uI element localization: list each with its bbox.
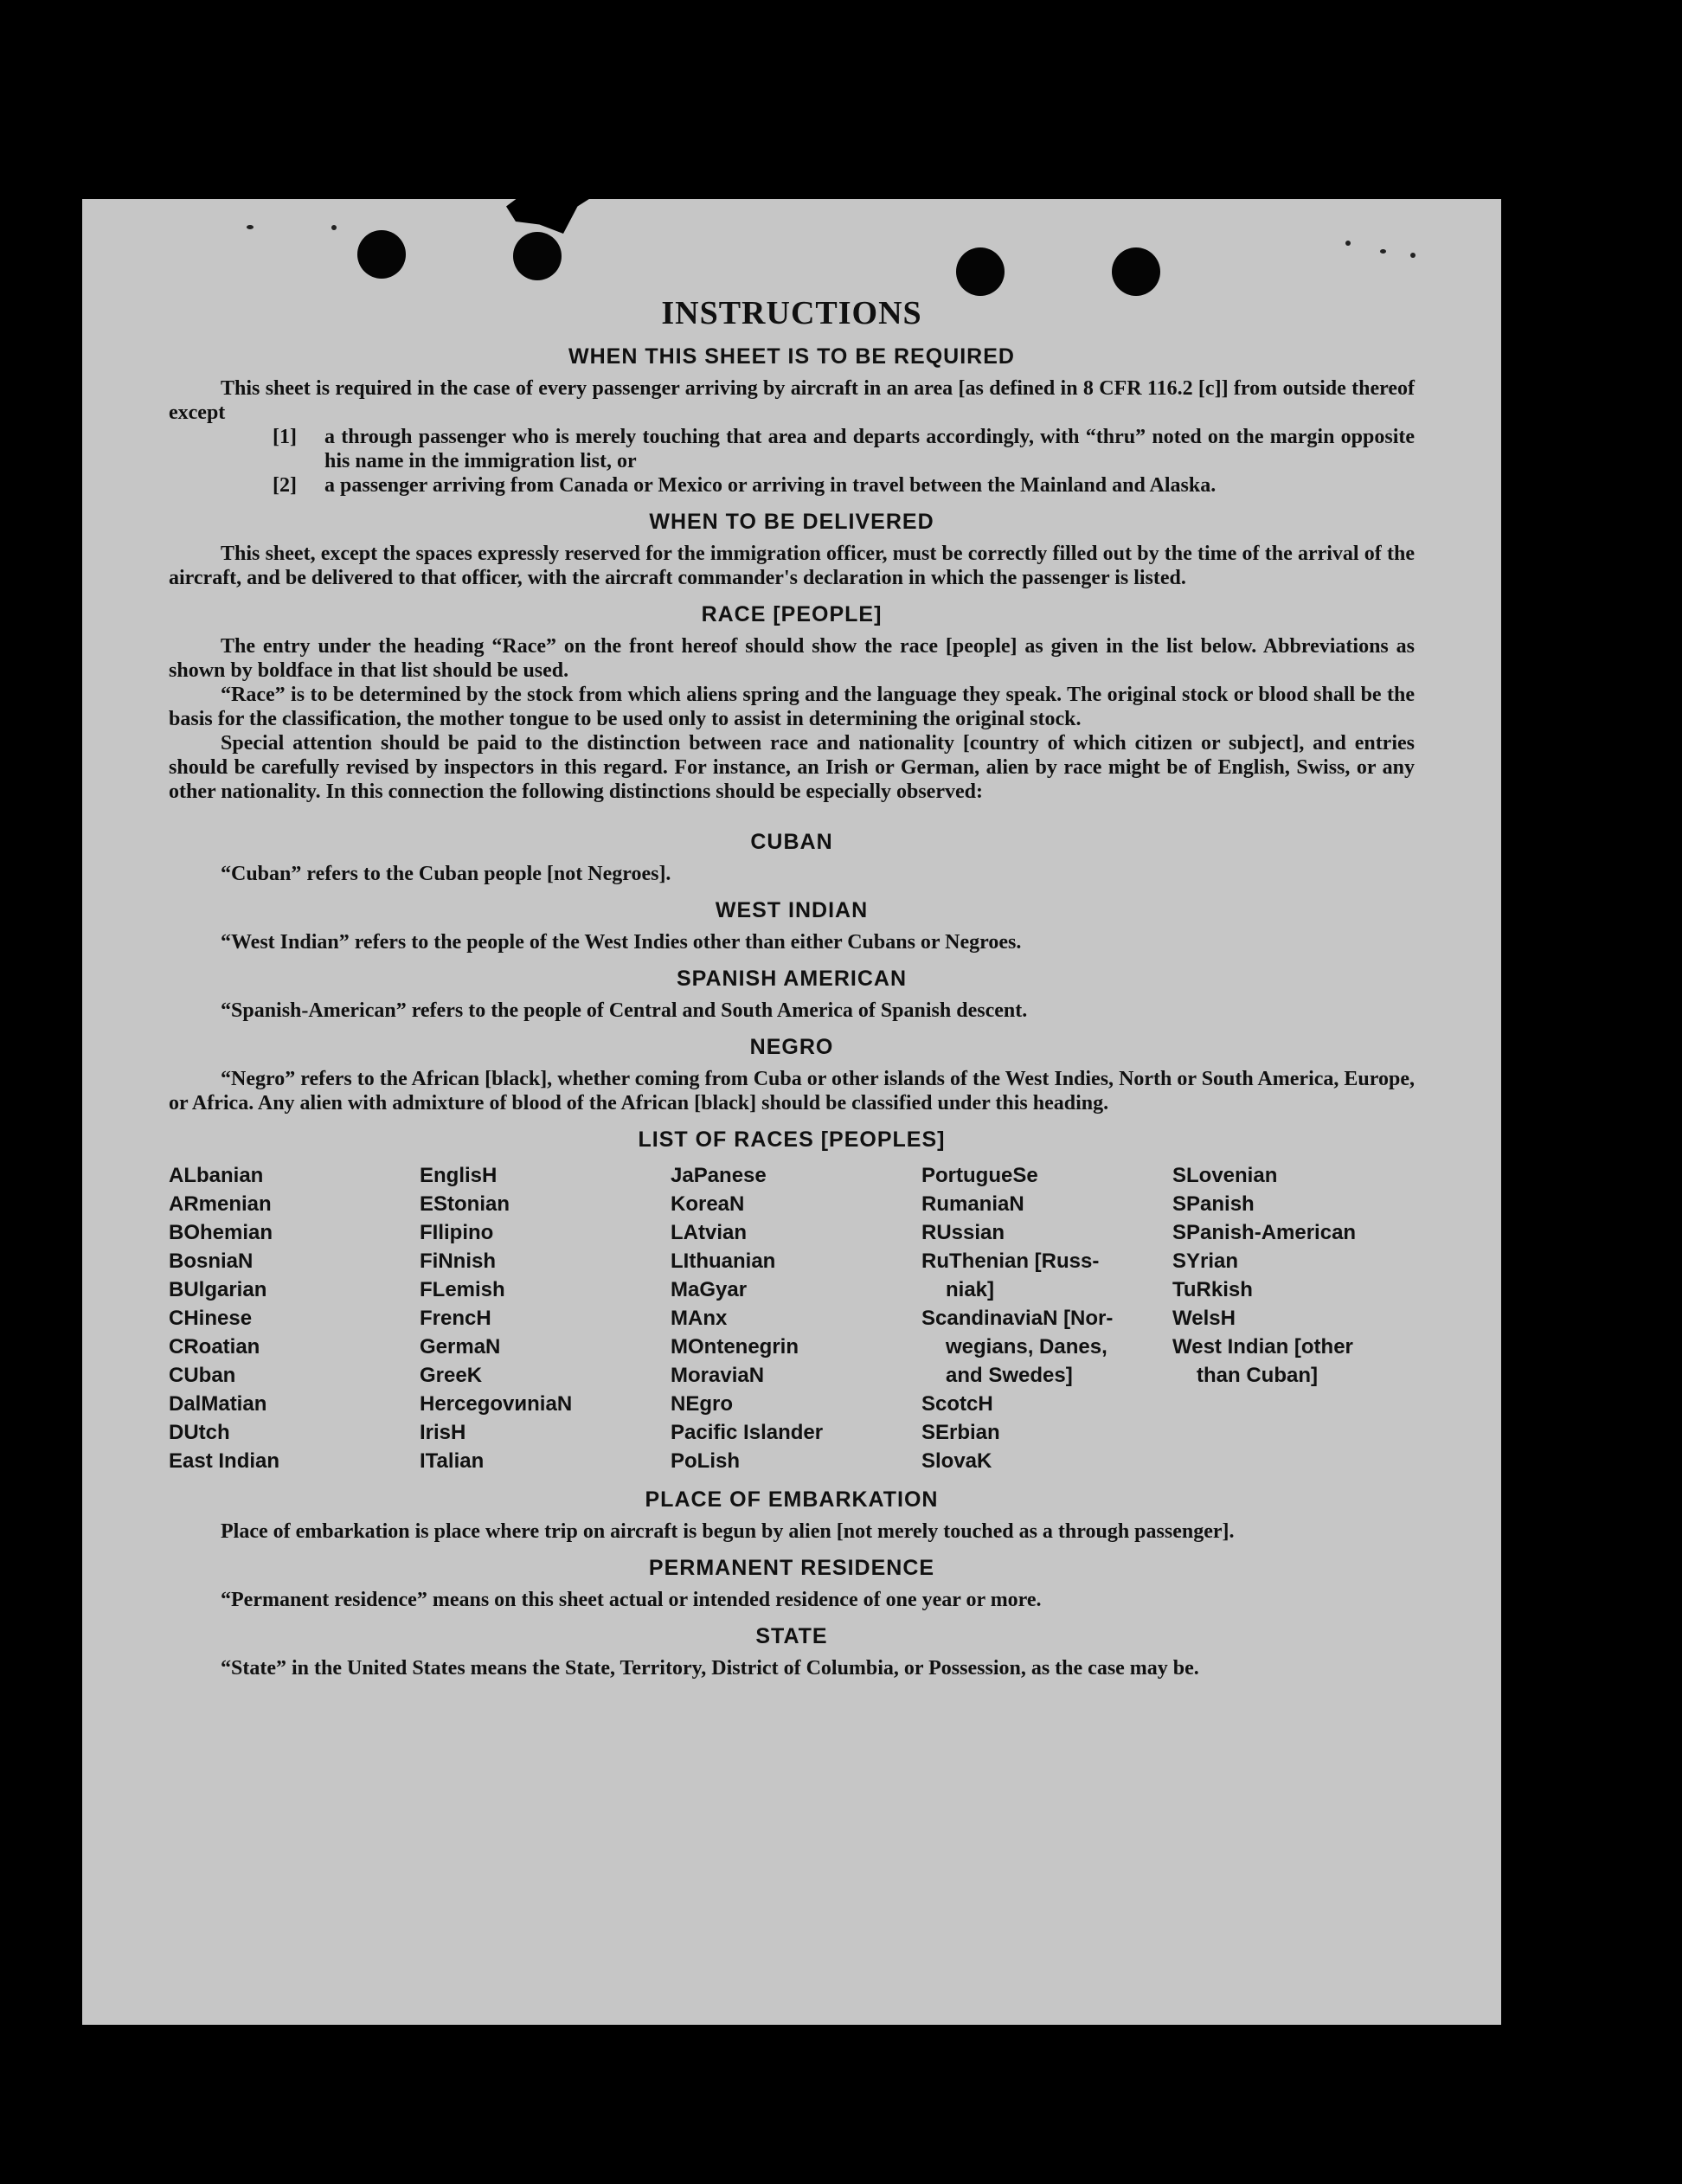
race-item: SPanish [1172, 1192, 1255, 1216]
race-item: PortugueSe [921, 1164, 1038, 1187]
race-item: SLovenian [1172, 1164, 1278, 1187]
race-item: LIthuanian [671, 1249, 776, 1273]
race-item-continued: wegians, Danes, [946, 1335, 1107, 1359]
race-item: RuThenian [Russ- [921, 1249, 1100, 1273]
race-item: KoreaN [671, 1192, 745, 1216]
heading-race: RACE [PEOPLE] [701, 602, 883, 626]
punch-hole [1112, 247, 1160, 296]
race-paragraph: “Race” is to be determined by the stock from which aliens spring and the language they speak. The original stock or blood shall be the basis for the classification, the mother tongue to be used only to assist in determining the original stock. [169, 684, 1415, 730]
race-item: MOntenegrin [671, 1335, 799, 1359]
negro-text: “Negro” refers to the African [black], whether coming from Cuba or other islands of the West Indies, North or South America, Europe, or Africa. Any alien with admixture of blood of the African [black] should be classified under this heading. [169, 1068, 1415, 1114]
race-item-continued: and Swedes] [946, 1364, 1073, 1387]
heading-when-delivered: WHEN TO BE DELIVERED [649, 510, 934, 534]
race-item: MAnx [671, 1307, 728, 1330]
speck [247, 225, 254, 229]
race-item: HercegovиniaN [420, 1392, 573, 1416]
exception-item [273, 425, 1415, 473]
speck [1380, 249, 1386, 254]
heading-permanent-residence: PERMANENT RESIDENCE [648, 1556, 935, 1580]
race-item: EnglisH [420, 1164, 498, 1187]
race-item: MaGyar [671, 1278, 748, 1301]
speck [331, 225, 337, 230]
race-item: East Indian [169, 1449, 280, 1473]
item-text: a passenger arriving from Canada or Mexico or arriving in travel between the Mainland and Alaska. [324, 474, 1217, 497]
residence-text: “Permanent residence” means on this sheet actual or intended residence of one year or more. [221, 1589, 1042, 1611]
race-item: BOhemian [169, 1221, 273, 1244]
state-text: “State” in the United States means the State, Territory, District of Columbia, or Possession, as the case may be. [221, 1657, 1199, 1680]
race-item: CRoatian [169, 1335, 260, 1359]
heading-cuban: CUBAN [750, 830, 833, 854]
race-item: ScotcH [921, 1392, 993, 1416]
item-number: [1] [273, 426, 297, 448]
document-sheet [82, 199, 1501, 2025]
heading-list-of-races: LIST OF RACES [PEOPLES] [638, 1127, 946, 1152]
race-item: NEgro [671, 1392, 733, 1416]
race-item: JaPanese [671, 1164, 767, 1187]
when-required-text: This sheet is required in the case of every passenger arriving by aircraft in an area [as defined in 8 CFR 116.2 [c]] from outside thereof except [169, 377, 1415, 424]
race-item: FiNnish [420, 1249, 496, 1273]
races-column [671, 1161, 921, 1475]
speck [1345, 241, 1351, 246]
races-column [420, 1161, 671, 1475]
race-item: SPanish-American [1172, 1221, 1357, 1244]
race-item: CUban [169, 1364, 236, 1387]
speck [1410, 253, 1416, 258]
punch-hole [513, 232, 562, 280]
race-item: GreeK [420, 1364, 483, 1387]
race-item: LAtvian [671, 1221, 748, 1244]
race-item: WelsH [1172, 1307, 1236, 1330]
cuban-text: “Cuban” refers to the Cuban people [not Negroes]. [221, 863, 671, 885]
race-item: ALbanian [169, 1164, 264, 1187]
race-item: ARmenian [169, 1192, 272, 1216]
race-item: SlovaK [921, 1449, 992, 1473]
races-list [169, 1161, 1415, 1475]
torn-corner [506, 173, 601, 234]
race-item: PoLish [671, 1449, 741, 1473]
race-item: ITalian [420, 1449, 485, 1473]
heading-state: STATE [755, 1624, 828, 1648]
race-item: FrencH [420, 1307, 491, 1330]
race-item: West Indian [other [1172, 1335, 1353, 1359]
race-item: EStonian [420, 1192, 510, 1216]
heading-west-indian: WEST INDIAN [715, 898, 869, 922]
item-text: a through passenger who is merely touching that area and departs accordingly, with “thru” noted on the margin opposite his name in the immigration list, or [324, 426, 1415, 472]
embarkation-text: Place of embarkation is place where trip on aircraft is begun by alien [not merely touched as a through passenger]. [221, 1520, 1235, 1543]
race-item: SErbian [921, 1421, 1000, 1444]
race-item: RUssian [921, 1221, 1005, 1244]
race-item: FLemish [420, 1278, 505, 1301]
race-item: DUtch [169, 1421, 230, 1444]
race-item: Pacific Islander [671, 1421, 824, 1444]
races-column [921, 1161, 1172, 1475]
punch-hole [357, 230, 406, 279]
race-paragraph: Special attention should be paid to the distinction between race and nationality [country of which citizen or subject], and entries should be carefully revised by inspectors in this regard. For instance, an Irish or German, alien by race might be of English, Swiss, or any other nationality. In this connection the following distinctions should be especially observed: [169, 732, 1415, 803]
race-item: BUlgarian [169, 1278, 267, 1301]
race-paragraph: The entry under the heading “Race” on the front hereof should show the race [people] as given in the list below. Abbreviations as shown by boldface in that list should be used. [169, 635, 1415, 682]
races-column [169, 1161, 420, 1475]
race-item: FIlipino [420, 1221, 494, 1244]
race-item-continued: than Cuban] [1197, 1364, 1318, 1387]
heading-embarkation: PLACE OF EMBARKATION [645, 1487, 939, 1512]
exception-item [273, 473, 1415, 498]
spanish-american-text: “Spanish-American” refers to the people of Central and South America of Spanish descent. [221, 999, 1028, 1022]
heading-spanish-american: SPANISH AMERICAN [676, 967, 907, 991]
when-delivered-text: This sheet, except the spaces expressly reserved for the immigration officer, must be correctly filled out by the time of the arrival of the aircraft, and be delivered to that officer, with the aircraft commander's declaration in which the passenger is listed. [169, 543, 1415, 589]
race-item: GermaN [420, 1335, 501, 1359]
race-item: TuRkish [1172, 1278, 1253, 1301]
race-item: MoraviaN [671, 1364, 765, 1387]
heading-negro: NEGRO [749, 1035, 834, 1059]
race-item: DalMatian [169, 1392, 267, 1416]
races-column [1172, 1161, 1423, 1475]
race-item: ScandinaviaN [Nor- [921, 1307, 1114, 1330]
heading-when-required: WHEN THIS SHEET IS TO BE REQUIRED [568, 344, 1015, 369]
item-number: [2] [273, 474, 297, 497]
page-title: INSTRUCTIONS [661, 295, 922, 331]
race-item: IrisH [420, 1421, 466, 1444]
west-indian-text: “West Indian” refers to the people of the West Indies other than either Cubans or Negroes. [221, 931, 1022, 954]
punch-hole [956, 247, 1005, 296]
race-item: BosniaN [169, 1249, 254, 1273]
race-item: CHinese [169, 1307, 253, 1330]
race-item: RumaniaN [921, 1192, 1024, 1216]
race-item-continued: niak] [946, 1278, 995, 1301]
race-item: SYrian [1172, 1249, 1239, 1273]
instructions-content [169, 294, 1415, 1680]
